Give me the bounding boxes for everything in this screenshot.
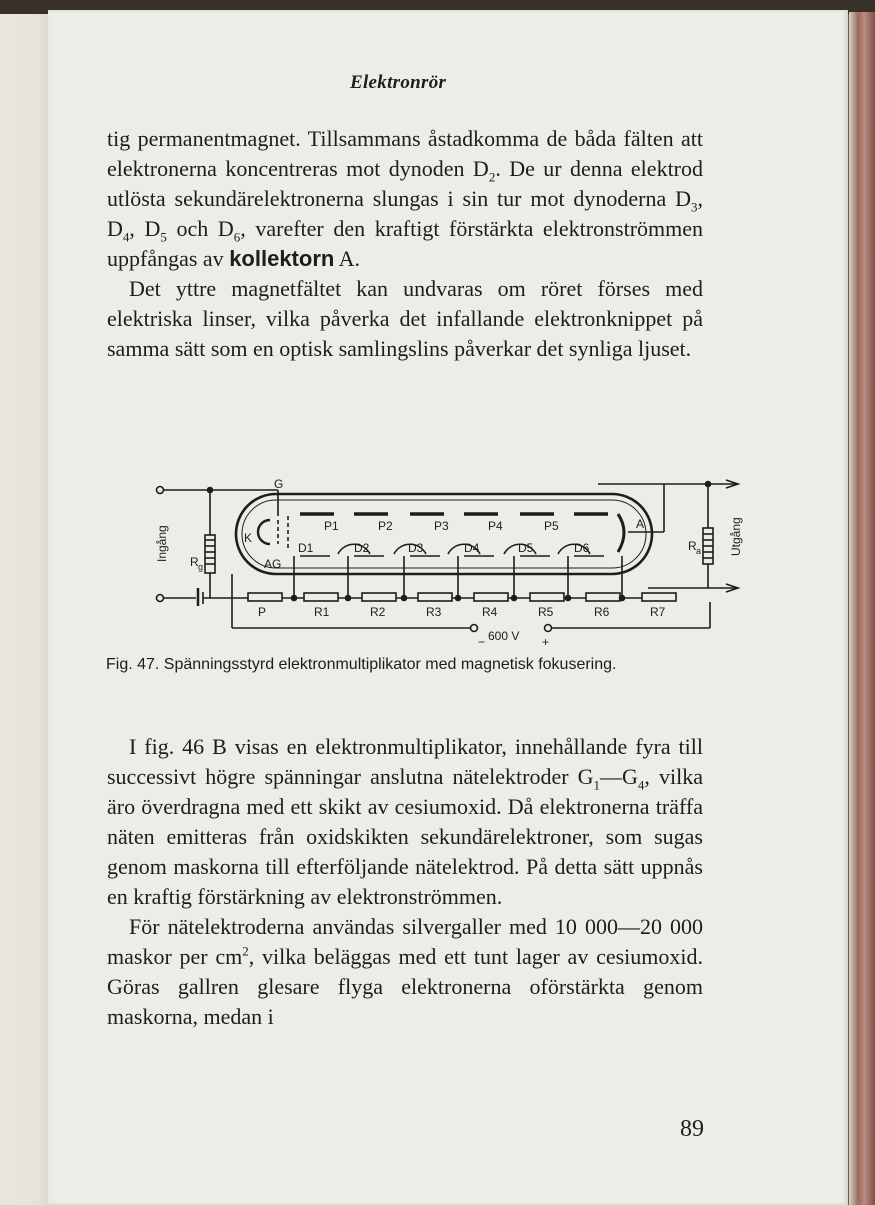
ra-label: R [688,539,697,553]
dynode-label: D2 [354,541,370,555]
paragraph-2: Det yttre magnetfältet kan undvaras om röret förses med elektriska linser, vilka påverka det infallande elektronknippet på samma sätt som en optisk samlingslins påverkar det synliga ljuset. [107,276,703,361]
ra-sub-label: a [696,546,702,556]
resistor-label: R5 [538,605,554,619]
dynode-label: D1 [298,541,314,555]
bold-term: kollektorn [229,246,335,271]
plate-label: P2 [378,519,393,533]
dynode-label: D6 [574,541,590,555]
left-page-edge [0,14,52,1205]
resistor-label: R2 [370,605,386,619]
tube-envelope [236,494,652,574]
a-label: A [636,517,645,531]
dynode-label: D5 [518,541,534,555]
dynodes [300,544,604,556]
divider-chain [248,593,676,601]
plate-label: P3 [434,519,449,533]
cathode [258,520,270,544]
resistor-label: R1 [314,605,330,619]
p-label: P [258,605,267,619]
paragraph-1: tig permanentmagnet. Tillsammans åstadkomma de båda fälten att elektronerna koncentreras mot dynoden $D_2$. De ur denna elektrod utlösta sekundärelektronerna slungas i sin tur mot dynoderna $D_3$, $D_4$, $D_5$ och $D_6$, varefter den kraftigt förstärkta elektronströmmen uppfångas av kollektorn A. [107,126,704,271]
input-terminal-top [157,487,164,494]
book-cover-edge [849,12,875,1205]
plate-label: P5 [544,519,559,533]
dynode-label: D3 [408,541,424,555]
input-label: Ingång [155,525,169,562]
ag-label: AG [264,557,282,571]
input-terminal-bottom [157,595,164,602]
g-label: G [274,477,284,491]
rg-sub-label: g [198,562,204,572]
running-head: Elektronrör [350,72,447,93]
paragraph-3: I fig. 46 B visas en elektronmultiplikator, innehållande fyra till successivt högre spänningar anslutna nätelektroder $G_1—G_4$, vilka äro överdragna med ett skikt av cesiumoxid. Då elektronerna träffa näten emitteras från oxidskikten sekundärelektroner, som sugas genom maskorna till efterföljande nätelektrod. På detta sätt uppnås en kraftig förstärkning av elektronströmmen. [107,734,703,909]
text-block-top [107,124,703,364]
resistor-label: R6 [594,605,610,619]
plate-label: P1 [324,519,339,533]
rg-label: R [190,555,199,569]
k-label: K [244,531,253,545]
text-block-bottom [107,732,703,1032]
supply-terminal-minus [471,625,478,632]
paragraph-4: För nätelektroderna användas silvergaller med 10 000—20 000 maskor per $cm^2$, vilka beläggas med ett tunt lager av cesiumoxid. Göras gallren glesare flyga elektronerna oförstärkta genom maskorna, medan i [107,914,703,1029]
supply-terminal-plus [545,625,552,632]
circuit-diagram [108,470,743,650]
resistor-label: R4 [482,605,498,619]
plus-label: + [542,635,550,649]
anode [618,514,624,552]
plate-label: P4 [488,519,503,533]
page-number: 89 [680,1116,704,1142]
voltage-label: 600 V [488,629,520,643]
figure-caption: Fig. 47. Spänningsstyrd elektronmultiplikator med magnetisk fokusering. [106,656,617,673]
minus-label: − [478,635,486,649]
output-label: Utgång [729,517,743,556]
dynode-label: D4 [464,541,480,555]
resistor-label: R3 [426,605,442,619]
resistor-label: R7 [650,605,666,619]
